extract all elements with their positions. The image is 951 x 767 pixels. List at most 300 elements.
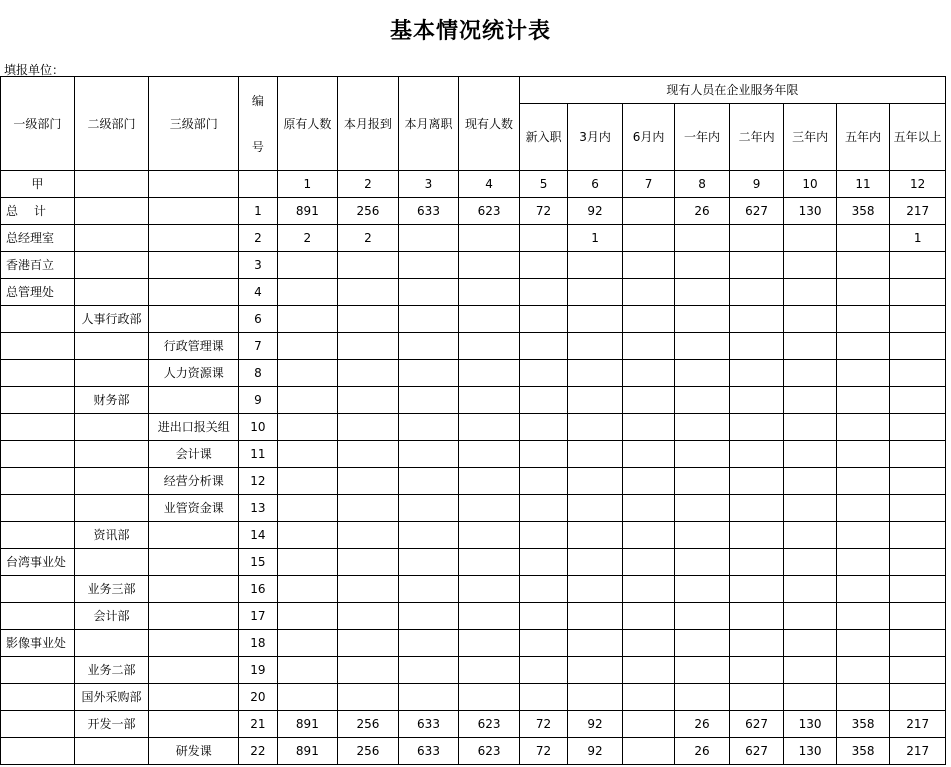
value-cell bbox=[519, 441, 567, 468]
dept-level2-cell bbox=[74, 495, 149, 522]
value-cell: 623 bbox=[459, 738, 520, 765]
value-cell bbox=[836, 576, 890, 603]
value-cell: 358 bbox=[836, 711, 890, 738]
value-cell bbox=[459, 468, 520, 495]
value-cell bbox=[836, 522, 890, 549]
table-row bbox=[1, 684, 946, 711]
value-cell bbox=[519, 279, 567, 306]
value-cell bbox=[622, 198, 674, 225]
value-cell bbox=[622, 495, 674, 522]
row-number-cell: 4 bbox=[239, 279, 277, 306]
dept-level2-cell bbox=[74, 360, 149, 387]
table-row bbox=[1, 333, 946, 360]
value-cell bbox=[277, 549, 338, 576]
value-cell bbox=[568, 252, 623, 279]
value-cell bbox=[459, 225, 520, 252]
row-number-cell: 7 bbox=[239, 333, 277, 360]
value-cell bbox=[784, 225, 836, 252]
dept-level3-cell: 研发课 bbox=[149, 738, 239, 765]
value-cell bbox=[398, 279, 459, 306]
value-cell: 72 bbox=[519, 198, 567, 225]
value-cell: 130 bbox=[784, 711, 836, 738]
value-cell bbox=[568, 603, 623, 630]
index-number: 2 bbox=[338, 171, 399, 198]
dept-level3-cell: 进出口报关组 bbox=[149, 414, 239, 441]
value-cell: 217 bbox=[890, 198, 946, 225]
value-cell: 92 bbox=[568, 711, 623, 738]
dept-level3-cell bbox=[149, 387, 239, 414]
header-orig: 原有人数 bbox=[277, 77, 338, 171]
value-cell bbox=[729, 630, 784, 657]
dept-level2-cell bbox=[74, 441, 149, 468]
value-cell bbox=[568, 549, 623, 576]
value-cell bbox=[568, 333, 623, 360]
dept-level2-cell bbox=[74, 630, 149, 657]
value-cell bbox=[784, 252, 836, 279]
header-service-7: 五年内 bbox=[836, 104, 890, 171]
row-number-cell: 22 bbox=[239, 738, 277, 765]
value-cell bbox=[519, 333, 567, 360]
value-cell bbox=[398, 441, 459, 468]
table-row bbox=[1, 414, 946, 441]
value-cell bbox=[836, 684, 890, 711]
row-number-cell: 18 bbox=[239, 630, 277, 657]
value-cell bbox=[729, 387, 784, 414]
dept-level2-cell bbox=[74, 468, 149, 495]
table-row bbox=[1, 495, 946, 522]
value-cell bbox=[622, 684, 674, 711]
value-cell bbox=[338, 522, 399, 549]
value-cell bbox=[622, 603, 674, 630]
index-number: 9 bbox=[729, 171, 784, 198]
value-cell bbox=[338, 252, 399, 279]
dept-level1-cell bbox=[1, 711, 75, 738]
value-cell bbox=[729, 657, 784, 684]
index-blank bbox=[239, 171, 277, 198]
row-number-cell: 12 bbox=[239, 468, 277, 495]
value-cell bbox=[519, 252, 567, 279]
value-cell bbox=[459, 522, 520, 549]
value-cell: 358 bbox=[836, 738, 890, 765]
dept-level1-cell bbox=[1, 441, 75, 468]
row-number-cell: 21 bbox=[239, 711, 277, 738]
value-cell bbox=[890, 549, 946, 576]
dept-level1-cell bbox=[1, 603, 75, 630]
value-cell bbox=[784, 279, 836, 306]
value-cell bbox=[890, 684, 946, 711]
value-cell bbox=[784, 333, 836, 360]
dept-level3-cell bbox=[149, 279, 239, 306]
row-number-cell: 1 bbox=[239, 198, 277, 225]
value-cell: 256 bbox=[338, 738, 399, 765]
value-cell bbox=[568, 306, 623, 333]
value-cell bbox=[836, 387, 890, 414]
value-cell bbox=[277, 630, 338, 657]
dept-level2-cell bbox=[74, 225, 149, 252]
header-report: 本月报到 bbox=[338, 77, 399, 171]
value-cell bbox=[729, 252, 784, 279]
value-cell bbox=[398, 495, 459, 522]
dept-level2-cell: 财务部 bbox=[74, 387, 149, 414]
table-row bbox=[1, 360, 946, 387]
table-row bbox=[1, 711, 946, 738]
value-cell: 627 bbox=[729, 738, 784, 765]
table-row bbox=[1, 549, 946, 576]
dept-level2-cell bbox=[74, 279, 149, 306]
value-cell: 72 bbox=[519, 711, 567, 738]
value-cell bbox=[784, 414, 836, 441]
header-current: 现有人数 bbox=[459, 77, 520, 171]
value-cell bbox=[568, 279, 623, 306]
value-cell bbox=[277, 441, 338, 468]
header-bianhao-bottom: 号 bbox=[251, 139, 264, 154]
value-cell bbox=[890, 441, 946, 468]
dept-level1-cell bbox=[1, 387, 75, 414]
value-cell bbox=[784, 387, 836, 414]
value-cell bbox=[836, 225, 890, 252]
value-cell bbox=[519, 603, 567, 630]
value-cell bbox=[338, 360, 399, 387]
value-cell bbox=[729, 279, 784, 306]
value-cell: 92 bbox=[568, 738, 623, 765]
row-number-cell: 11 bbox=[239, 441, 277, 468]
value-cell bbox=[568, 360, 623, 387]
value-cell bbox=[622, 414, 674, 441]
table-row bbox=[1, 657, 946, 684]
value-cell bbox=[836, 414, 890, 441]
value-cell bbox=[675, 252, 730, 279]
value-cell bbox=[836, 630, 890, 657]
value-cell bbox=[459, 684, 520, 711]
value-cell bbox=[338, 630, 399, 657]
row-number-cell: 16 bbox=[239, 576, 277, 603]
value-cell bbox=[519, 360, 567, 387]
value-cell bbox=[622, 225, 674, 252]
value-cell bbox=[398, 414, 459, 441]
value-cell bbox=[729, 549, 784, 576]
value-cell bbox=[568, 414, 623, 441]
value-cell bbox=[675, 279, 730, 306]
value-cell bbox=[519, 576, 567, 603]
value-cell: 623 bbox=[459, 711, 520, 738]
value-cell bbox=[568, 441, 623, 468]
value-cell bbox=[622, 711, 674, 738]
value-cell bbox=[277, 279, 338, 306]
value-cell: 627 bbox=[729, 198, 784, 225]
value-cell bbox=[622, 441, 674, 468]
value-cell bbox=[398, 684, 459, 711]
value-cell bbox=[836, 360, 890, 387]
value-cell bbox=[277, 306, 338, 333]
value-cell bbox=[459, 387, 520, 414]
value-cell bbox=[890, 279, 946, 306]
value-cell bbox=[729, 360, 784, 387]
value-cell bbox=[459, 279, 520, 306]
value-cell: 217 bbox=[890, 711, 946, 738]
value-cell bbox=[459, 333, 520, 360]
value-cell bbox=[890, 603, 946, 630]
value-cell bbox=[459, 549, 520, 576]
value-cell bbox=[729, 441, 784, 468]
value-cell bbox=[729, 576, 784, 603]
value-cell bbox=[398, 333, 459, 360]
value-cell bbox=[729, 333, 784, 360]
value-cell bbox=[622, 522, 674, 549]
table-row bbox=[1, 468, 946, 495]
value-cell bbox=[836, 549, 890, 576]
dept-level3-cell bbox=[149, 252, 239, 279]
value-cell bbox=[519, 657, 567, 684]
value-cell bbox=[398, 252, 459, 279]
value-cell bbox=[277, 360, 338, 387]
dept-level2-cell: 国外采购部 bbox=[74, 684, 149, 711]
dept-level1-cell bbox=[1, 684, 75, 711]
header-service-4: 一年内 bbox=[675, 104, 730, 171]
value-cell: 891 bbox=[277, 198, 338, 225]
value-cell: 358 bbox=[836, 198, 890, 225]
value-cell bbox=[398, 657, 459, 684]
value-cell: 1 bbox=[890, 225, 946, 252]
value-cell bbox=[675, 495, 730, 522]
header-service-group: 现有人员在企业服务年限 bbox=[519, 77, 945, 104]
value-cell bbox=[338, 603, 399, 630]
index-number: 12 bbox=[890, 171, 946, 198]
dept-level1-cell: 总管理处 bbox=[1, 279, 75, 306]
value-cell: 633 bbox=[398, 711, 459, 738]
value-cell bbox=[836, 252, 890, 279]
value-cell bbox=[568, 657, 623, 684]
value-cell bbox=[459, 414, 520, 441]
value-cell bbox=[519, 522, 567, 549]
header-bianhao bbox=[239, 77, 277, 171]
value-cell bbox=[277, 522, 338, 549]
value-cell bbox=[568, 387, 623, 414]
row-number-cell: 20 bbox=[239, 684, 277, 711]
value-cell bbox=[398, 549, 459, 576]
value-cell bbox=[675, 576, 730, 603]
index-number: 5 bbox=[519, 171, 567, 198]
value-cell bbox=[675, 306, 730, 333]
value-cell bbox=[277, 333, 338, 360]
header-level3: 三级部门 bbox=[149, 77, 239, 171]
dept-level3-cell: 行政管理课 bbox=[149, 333, 239, 360]
value-cell bbox=[568, 576, 623, 603]
value-cell bbox=[338, 441, 399, 468]
value-cell bbox=[836, 333, 890, 360]
dept-level3-cell bbox=[149, 576, 239, 603]
value-cell bbox=[675, 441, 730, 468]
index-label: 甲 bbox=[1, 171, 75, 198]
dept-level3-cell bbox=[149, 603, 239, 630]
value-cell bbox=[890, 252, 946, 279]
dept-level2-cell: 人事行政部 bbox=[74, 306, 149, 333]
value-cell: 891 bbox=[277, 711, 338, 738]
dept-level3-cell bbox=[149, 549, 239, 576]
dept-level2-cell bbox=[74, 738, 149, 765]
dept-level2-cell bbox=[74, 252, 149, 279]
dept-level3-cell bbox=[149, 684, 239, 711]
header-service-2: 3月内 bbox=[568, 104, 623, 171]
table-row bbox=[1, 198, 946, 225]
value-cell bbox=[784, 549, 836, 576]
value-cell bbox=[277, 252, 338, 279]
value-cell bbox=[398, 387, 459, 414]
value-cell bbox=[459, 306, 520, 333]
table-row bbox=[1, 387, 946, 414]
value-cell bbox=[784, 441, 836, 468]
value-cell bbox=[622, 252, 674, 279]
value-cell bbox=[622, 576, 674, 603]
value-cell bbox=[338, 657, 399, 684]
value-cell bbox=[338, 279, 399, 306]
value-cell: 627 bbox=[729, 711, 784, 738]
value-cell: 72 bbox=[519, 738, 567, 765]
value-cell bbox=[519, 630, 567, 657]
value-cell bbox=[459, 603, 520, 630]
value-cell: 2 bbox=[338, 225, 399, 252]
dept-level2-cell: 业务二部 bbox=[74, 657, 149, 684]
dept-level1-cell: 总经理室 bbox=[1, 225, 75, 252]
value-cell bbox=[729, 306, 784, 333]
row-number-cell: 14 bbox=[239, 522, 277, 549]
dept-level1-cell bbox=[1, 522, 75, 549]
dept-level2-cell: 开发一部 bbox=[74, 711, 149, 738]
value-cell bbox=[890, 360, 946, 387]
value-cell bbox=[890, 495, 946, 522]
value-cell bbox=[675, 468, 730, 495]
table-row bbox=[1, 738, 946, 765]
dept-level2-cell bbox=[74, 414, 149, 441]
value-cell bbox=[729, 522, 784, 549]
index-number: 4 bbox=[459, 171, 520, 198]
value-cell: 256 bbox=[338, 711, 399, 738]
value-cell bbox=[890, 414, 946, 441]
value-cell bbox=[519, 684, 567, 711]
value-cell: 633 bbox=[398, 738, 459, 765]
value-cell bbox=[277, 495, 338, 522]
row-number-cell: 6 bbox=[239, 306, 277, 333]
value-cell bbox=[398, 576, 459, 603]
table-row bbox=[1, 603, 946, 630]
index-number: 1 bbox=[277, 171, 338, 198]
value-cell: 1 bbox=[568, 225, 623, 252]
value-cell bbox=[568, 684, 623, 711]
header-level1: 一级部门 bbox=[1, 77, 75, 171]
value-cell bbox=[890, 387, 946, 414]
value-cell bbox=[398, 522, 459, 549]
value-cell: 623 bbox=[459, 198, 520, 225]
dept-level2-cell bbox=[74, 549, 149, 576]
dept-level1-cell bbox=[1, 576, 75, 603]
value-cell bbox=[784, 603, 836, 630]
value-cell bbox=[338, 549, 399, 576]
value-cell bbox=[519, 387, 567, 414]
value-cell bbox=[338, 468, 399, 495]
dept-level1-cell: 影像事业处 bbox=[1, 630, 75, 657]
value-cell bbox=[622, 657, 674, 684]
value-cell: 633 bbox=[398, 198, 459, 225]
stats-table bbox=[0, 76, 946, 765]
value-cell bbox=[622, 630, 674, 657]
value-cell bbox=[675, 333, 730, 360]
value-cell bbox=[836, 441, 890, 468]
header-service-5: 二年内 bbox=[729, 104, 784, 171]
dept-level3-cell bbox=[149, 657, 239, 684]
dept-level2-cell bbox=[74, 198, 149, 225]
value-cell bbox=[729, 603, 784, 630]
value-cell bbox=[398, 630, 459, 657]
value-cell bbox=[675, 522, 730, 549]
value-cell bbox=[459, 252, 520, 279]
value-cell bbox=[338, 576, 399, 603]
dept-level2-cell: 会计部 bbox=[74, 603, 149, 630]
value-cell bbox=[622, 468, 674, 495]
row-number-cell: 15 bbox=[239, 549, 277, 576]
table-row bbox=[1, 576, 946, 603]
value-cell bbox=[675, 225, 730, 252]
value-cell: 26 bbox=[675, 738, 730, 765]
row-number-cell: 2 bbox=[239, 225, 277, 252]
dept-level1-cell: 总 计 bbox=[1, 198, 75, 225]
table-row bbox=[1, 441, 946, 468]
value-cell bbox=[398, 225, 459, 252]
dept-level1-cell bbox=[1, 333, 75, 360]
value-cell bbox=[836, 306, 890, 333]
dept-level3-cell bbox=[149, 198, 239, 225]
header-service-8: 五年以上 bbox=[890, 104, 946, 171]
dept-level3-cell bbox=[149, 306, 239, 333]
value-cell bbox=[519, 495, 567, 522]
value-cell bbox=[622, 306, 674, 333]
row-number-cell: 19 bbox=[239, 657, 277, 684]
value-cell bbox=[459, 657, 520, 684]
value-cell: 2 bbox=[277, 225, 338, 252]
value-cell bbox=[675, 657, 730, 684]
row-number-cell: 9 bbox=[239, 387, 277, 414]
value-cell bbox=[675, 387, 730, 414]
row-number-cell: 3 bbox=[239, 252, 277, 279]
index-number: 6 bbox=[568, 171, 623, 198]
value-cell bbox=[277, 414, 338, 441]
value-cell bbox=[338, 414, 399, 441]
dept-level1-cell bbox=[1, 468, 75, 495]
value-cell bbox=[622, 333, 674, 360]
value-cell bbox=[519, 225, 567, 252]
value-cell bbox=[398, 468, 459, 495]
value-cell bbox=[784, 522, 836, 549]
dept-level2-cell: 资讯部 bbox=[74, 522, 149, 549]
index-number: 10 bbox=[784, 171, 836, 198]
value-cell bbox=[784, 468, 836, 495]
value-cell bbox=[277, 603, 338, 630]
table-row bbox=[1, 225, 946, 252]
value-cell bbox=[398, 603, 459, 630]
value-cell bbox=[277, 576, 338, 603]
value-cell bbox=[675, 549, 730, 576]
value-cell bbox=[784, 684, 836, 711]
dept-level1-cell bbox=[1, 360, 75, 387]
header-service-3: 6月内 bbox=[622, 104, 674, 171]
value-cell bbox=[277, 684, 338, 711]
dept-level1-cell bbox=[1, 657, 75, 684]
value-cell: 256 bbox=[338, 198, 399, 225]
value-cell: 26 bbox=[675, 198, 730, 225]
row-number-cell: 8 bbox=[239, 360, 277, 387]
table-row bbox=[1, 279, 946, 306]
value-cell bbox=[784, 360, 836, 387]
dept-level3-cell bbox=[149, 225, 239, 252]
value-cell bbox=[338, 306, 399, 333]
